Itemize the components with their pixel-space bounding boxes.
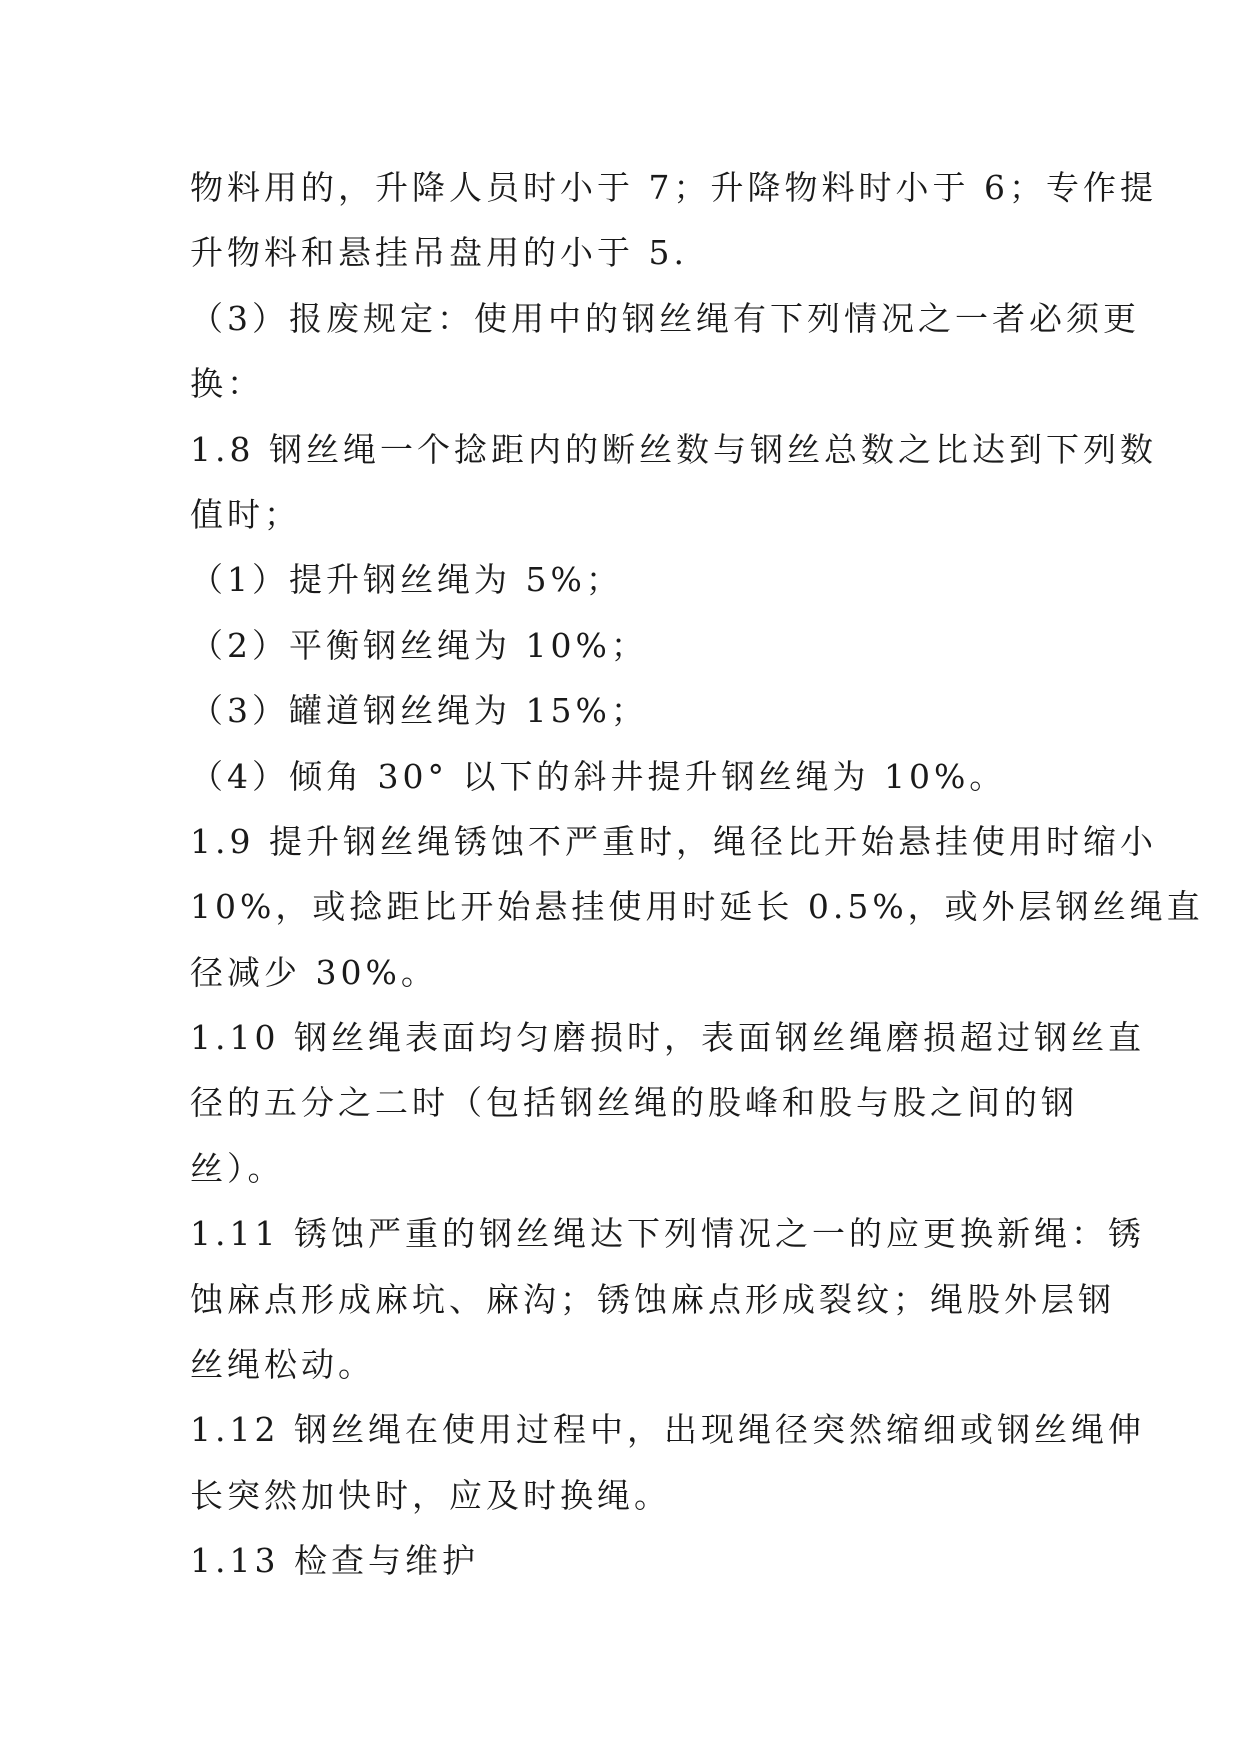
text-line: 径减少 30%。 xyxy=(190,952,438,992)
text-line: 丝）。 xyxy=(190,1148,285,1188)
text-line: 1.8 钢丝绳一个捻距内的断丝数与钢丝总数之比达到下列数 xyxy=(190,429,1157,469)
document-body xyxy=(190,155,1204,1594)
text-line: 值时； xyxy=(190,494,301,534)
text-line: 换： xyxy=(190,364,264,404)
text-line: 10%，或捻距比开始悬挂使用时延长 0.5%，或外层钢丝绳直 xyxy=(190,887,1204,927)
text-line: 1.12 钢丝绳在使用过程中，出现绳径突然缩细或钢丝绳伸 xyxy=(190,1410,1145,1450)
text-line: （1）提升钢丝绳为 5%； xyxy=(190,560,623,600)
text-line: （3）报废规定：使用中的钢丝绳有下列情况之一者必须更 xyxy=(190,298,1140,338)
text-line: 1.11 锈蚀严重的钢丝绳达下列情况之一的应更换新绳：锈 xyxy=(190,1214,1145,1254)
text-line: 径的五分之二时（包括钢丝绳的股峰和股与股之间的钢 xyxy=(190,1083,1078,1123)
text-line: 1.13 检查与维护 xyxy=(190,1541,479,1581)
text-line: 升物料和悬挂吊盘用的小于 5. xyxy=(190,233,688,273)
text-line: 丝绳松动。 xyxy=(190,1345,375,1385)
text-line: 1.9 提升钢丝绳锈蚀不严重时，绳径比开始悬挂使用时缩小 xyxy=(190,821,1157,861)
text-line: （2）平衡钢丝绳为 10%； xyxy=(190,625,648,665)
text-line: 1.10 钢丝绳表面均匀磨损时，表面钢丝绳磨损超过钢丝直 xyxy=(190,1018,1145,1058)
text-line: 长突然加快时，应及时换绳。 xyxy=(190,1475,671,1515)
text-line: （3）罐道钢丝绳为 15%； xyxy=(190,691,648,731)
text-line: 蚀麻点形成麻坑、麻沟；锈蚀麻点形成裂纹；绳股外层钢 xyxy=(190,1279,1115,1319)
text-line: （4）倾角 30° 以下的斜井提升钢丝绳为 10%。 xyxy=(190,756,1007,796)
text-line: 物料用的，升降人员时小于 7；升降物料时小于 6；专作提 xyxy=(190,168,1157,207)
